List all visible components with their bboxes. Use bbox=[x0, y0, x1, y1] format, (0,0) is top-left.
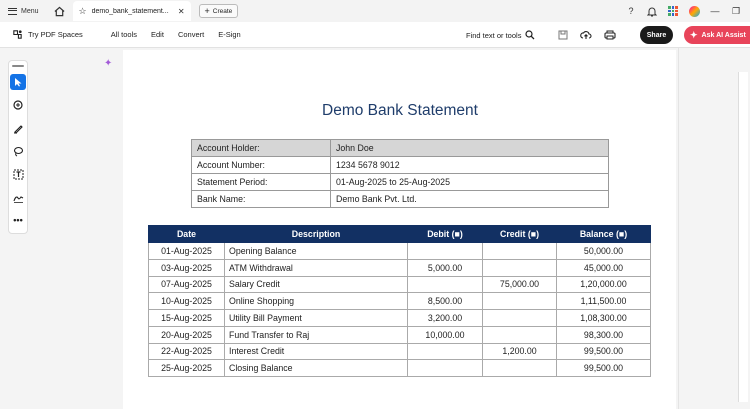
signature-icon bbox=[13, 192, 24, 203]
table-row bbox=[149, 360, 651, 377]
minimize-icon[interactable]: — bbox=[710, 6, 720, 16]
cell-debit bbox=[408, 360, 483, 377]
table-row bbox=[149, 293, 651, 310]
table-row bbox=[192, 140, 609, 157]
info-key: Account Number: bbox=[192, 157, 331, 174]
cell-date: 01-Aug-2025 bbox=[149, 243, 225, 260]
cell-balance: 99,500.00 bbox=[557, 343, 651, 360]
draw-tool-button[interactable] bbox=[10, 143, 26, 159]
ask-ai-assistant-button[interactable] bbox=[684, 26, 750, 44]
comment-icon bbox=[13, 100, 24, 111]
cell-date: 25-Aug-2025 bbox=[149, 360, 225, 377]
upload-cloud-icon[interactable] bbox=[580, 30, 592, 40]
print-icon[interactable] bbox=[604, 30, 616, 40]
info-key: Account Holder: bbox=[192, 140, 331, 157]
cell-description: Online Shopping bbox=[225, 293, 408, 310]
menu-label: Menu bbox=[21, 7, 39, 15]
col-debit: Debit (■) bbox=[408, 226, 483, 243]
create-button[interactable] bbox=[199, 4, 239, 18]
table-row bbox=[149, 326, 651, 343]
document-title: Demo Bank Statement bbox=[322, 102, 478, 119]
cell-credit: 75,000.00 bbox=[483, 276, 557, 293]
table-row bbox=[149, 243, 651, 260]
nav-e-sign[interactable]: E-Sign bbox=[218, 30, 241, 39]
table-row bbox=[149, 343, 651, 360]
cell-description: Fund Transfer to Raj bbox=[225, 326, 408, 343]
nav-edit[interactable]: Edit bbox=[151, 30, 164, 39]
star-icon[interactable]: ☆ bbox=[78, 5, 87, 16]
nav-all-tools[interactable]: All tools bbox=[110, 30, 137, 39]
cell-debit: 8,500.00 bbox=[408, 293, 483, 310]
share-button[interactable]: Share bbox=[640, 26, 673, 44]
cell-description: Interest Credit bbox=[225, 343, 408, 360]
plus-icon: + bbox=[204, 6, 210, 16]
table-row bbox=[149, 259, 651, 276]
info-value: Demo Bank Pvt. Ltd. bbox=[331, 191, 609, 208]
apps-grid-icon[interactable] bbox=[667, 5, 679, 17]
cell-description: Salary Credit bbox=[225, 276, 408, 293]
cell-credit bbox=[483, 360, 557, 377]
cell-date: 07-Aug-2025 bbox=[149, 276, 225, 293]
cell-description: ATM Withdrawal bbox=[225, 259, 408, 276]
pdf-spaces-icon bbox=[12, 29, 23, 40]
info-key: Bank Name: bbox=[192, 191, 331, 208]
cursor-icon bbox=[14, 77, 23, 87]
table-row bbox=[192, 157, 609, 174]
info-key: Statement Period: bbox=[192, 174, 331, 191]
col-date: Date bbox=[149, 226, 225, 243]
text-box-icon bbox=[13, 169, 24, 180]
cell-credit: 1,200.00 bbox=[483, 343, 557, 360]
cell-balance: 45,000.00 bbox=[557, 259, 651, 276]
bell-icon[interactable] bbox=[646, 5, 658, 17]
avatar[interactable] bbox=[688, 5, 700, 17]
cell-balance: 50,000.00 bbox=[557, 243, 651, 260]
highlight-tool-button[interactable] bbox=[10, 120, 26, 136]
cell-date: 03-Aug-2025 bbox=[149, 259, 225, 276]
cell-description: Utility Bill Payment bbox=[225, 310, 408, 327]
quick-tools-panel bbox=[8, 60, 28, 234]
restore-icon[interactable]: ❐ bbox=[731, 5, 741, 16]
cell-date: 10-Aug-2025 bbox=[149, 293, 225, 310]
nav-convert[interactable]: Convert bbox=[177, 30, 205, 39]
comment-tool-button[interactable] bbox=[10, 97, 26, 113]
cell-description: Closing Balance bbox=[225, 360, 408, 377]
save-icon[interactable] bbox=[558, 30, 568, 40]
drag-handle[interactable] bbox=[12, 65, 24, 67]
info-value: 01-Aug-2025 to 25-Aug-2025 bbox=[331, 174, 609, 191]
create-label: Create bbox=[212, 7, 233, 15]
table-row bbox=[149, 310, 651, 327]
cell-balance: 98,300.00 bbox=[557, 326, 651, 343]
cell-credit bbox=[483, 293, 557, 310]
cell-debit bbox=[408, 343, 483, 360]
home-icon bbox=[54, 6, 65, 17]
select-tool-button[interactable] bbox=[10, 74, 26, 90]
scrollbar[interactable] bbox=[738, 72, 748, 402]
home-button[interactable] bbox=[53, 4, 67, 18]
ai-sparkle-icon: ✦ bbox=[690, 29, 698, 40]
pen-icon bbox=[13, 123, 24, 134]
info-value: 1234 5678 9012 bbox=[331, 157, 609, 174]
col-description: Description bbox=[225, 226, 408, 243]
try-label: Try PDF Spaces bbox=[28, 30, 83, 39]
askai-label: Ask AI Assist bbox=[701, 31, 746, 39]
cell-credit bbox=[483, 326, 557, 343]
menu-button[interactable] bbox=[0, 8, 39, 15]
text-tool-button[interactable] bbox=[10, 166, 26, 182]
cell-balance: 1,20,000.00 bbox=[557, 276, 651, 293]
more-tools-button[interactable]: ••• bbox=[13, 215, 23, 225]
find-label: Find text or tools bbox=[466, 30, 522, 40]
cell-debit bbox=[408, 243, 483, 260]
cell-balance: 1,08,300.00 bbox=[557, 310, 651, 327]
hamburger-icon bbox=[8, 8, 17, 15]
table-row bbox=[192, 191, 609, 208]
cell-debit: 5,000.00 bbox=[408, 259, 483, 276]
tab-title: demo_bank_statement... bbox=[91, 7, 169, 15]
lasso-icon bbox=[13, 146, 24, 157]
help-icon[interactable]: ? bbox=[628, 6, 634, 16]
col-balance: Balance (■) bbox=[557, 226, 651, 243]
cell-credit bbox=[483, 243, 557, 260]
try-pdf-spaces-button[interactable] bbox=[0, 29, 83, 40]
cell-description: Opening Balance bbox=[225, 243, 408, 260]
cell-date: 20-Aug-2025 bbox=[149, 326, 225, 343]
title-bar bbox=[0, 0, 750, 22]
cell-debit: 10,000.00 bbox=[408, 326, 483, 343]
cell-balance: 1,11,500.00 bbox=[557, 293, 651, 310]
info-value: John Doe bbox=[331, 140, 609, 157]
cell-credit bbox=[483, 259, 557, 276]
find-button[interactable] bbox=[466, 22, 535, 48]
search-icon bbox=[525, 30, 535, 40]
table-header-row bbox=[149, 226, 651, 243]
ai-sparkle-icon[interactable]: ✦ bbox=[104, 58, 113, 69]
table-row bbox=[149, 276, 651, 293]
cell-balance: 99,500.00 bbox=[557, 360, 651, 377]
cell-date: 22-Aug-2025 bbox=[149, 343, 225, 360]
cell-date: 15-Aug-2025 bbox=[149, 310, 225, 327]
cell-debit: 3,200.00 bbox=[408, 310, 483, 327]
document-tab[interactable] bbox=[73, 1, 191, 21]
cell-debit bbox=[408, 276, 483, 293]
cell-credit bbox=[483, 310, 557, 327]
close-tab-icon[interactable]: ✕ bbox=[177, 6, 185, 16]
col-credit: Credit (■) bbox=[483, 226, 557, 243]
sign-tool-button[interactable] bbox=[10, 189, 26, 205]
transactions-table bbox=[148, 225, 651, 377]
account-info-table bbox=[191, 139, 609, 208]
main-toolbar bbox=[0, 22, 750, 48]
table-row bbox=[192, 174, 609, 191]
